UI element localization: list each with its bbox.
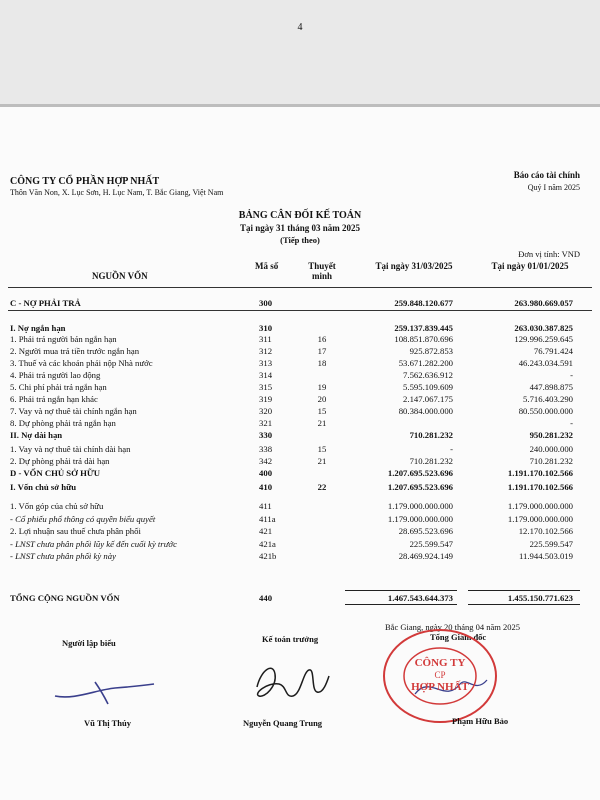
row-value-current: 259.137.839.445 (394, 323, 453, 333)
row-value-current: 7.562.636.912 (403, 370, 453, 380)
row-value-opening: 76.791.424 (533, 346, 573, 356)
row-code: 320 (259, 406, 273, 416)
total-double-rule-v2 (468, 604, 580, 605)
row-code: 315 (259, 382, 273, 392)
row-code: 411a (259, 514, 276, 524)
row-code: 311 (259, 334, 272, 344)
row-value-current: 53.671.282.200 (398, 358, 453, 368)
row-code: 321 (259, 418, 273, 428)
section-rule (8, 310, 592, 311)
row-value-opening: 80.550.000.000 (518, 406, 573, 416)
row-label: 5. Chi phí phải trả ngắn hạn (10, 382, 107, 392)
table-row (0, 405, 600, 417)
row-value-current: 925.872.853 (409, 346, 453, 356)
table-row (0, 393, 600, 405)
row-code: 300 (259, 298, 273, 308)
row-code: 319 (259, 394, 273, 404)
row-code: 440 (259, 593, 273, 603)
row-value-current: 710.281.232 (409, 430, 453, 440)
director-name: Phạm Hữu Bảo (452, 716, 509, 726)
row-code: 314 (259, 370, 273, 380)
row-value-opening: 263.030.387.825 (514, 323, 573, 333)
row-label: 2. Người mua trả tiền trước ngắn hạn (10, 346, 140, 356)
total-rule-v1 (345, 590, 457, 591)
row-code: 400 (259, 468, 273, 478)
header-note: Thuyết minh (308, 261, 336, 281)
table-row (0, 513, 600, 525)
table-row (0, 525, 600, 537)
table-row (0, 481, 600, 493)
row-label: I. Vốn chủ sở hữu (10, 482, 77, 492)
document-top-edge (0, 104, 600, 107)
row-value-opening: - (570, 370, 573, 380)
table-row (0, 417, 600, 429)
row-value-opening: 1.191.170.102.566 (507, 482, 573, 492)
row-value-opening: 5.716.403.290 (523, 394, 573, 404)
row-label: - Cổ phiếu phổ thông có quyền biểu quyết (10, 514, 156, 524)
row-value-opening: 263.980.669.057 (514, 298, 573, 308)
header-date2: Tại ngày 01/01/2025 (491, 261, 569, 271)
row-value-opening: - (570, 418, 573, 428)
unit-label: Đơn vị tính: VND (518, 249, 580, 259)
row-code: 330 (259, 430, 273, 440)
row-code: 410 (259, 482, 273, 492)
table-row (0, 357, 600, 369)
report-period: Quý I năm 2025 (527, 183, 580, 192)
table-row (0, 550, 600, 562)
director-role: Tổng Giám đốc (430, 632, 487, 642)
report-title: Báo cáo tài chính (513, 170, 580, 180)
table-row (0, 333, 600, 345)
row-code: 421b (259, 551, 277, 561)
preparer-role: Người lập biểu (62, 638, 116, 648)
table-row (0, 467, 600, 479)
row-value-current: 259.848.120.677 (394, 298, 453, 308)
row-note: 15 (317, 406, 327, 416)
row-value-current: 1.179.000.000.000 (387, 501, 453, 511)
row-value-opening: 1.179.000.000.000 (507, 501, 573, 511)
row-code: 342 (259, 456, 273, 466)
row-label: 3. Thuế và các khoản phải nộp Nhà nước (10, 358, 153, 368)
document-sheet (0, 104, 600, 800)
row-label: 4. Phải trả người lao động (10, 370, 101, 380)
header-source: NGUỒN VỐN (92, 271, 148, 281)
row-code: 338 (259, 444, 273, 454)
total-double-rule-v1 (345, 604, 457, 605)
row-value-opening: 710.281.232 (529, 456, 573, 466)
row-label: 1. Phải trả người bán ngắn hạn (10, 334, 117, 344)
row-label: I. Nợ ngắn hạn (10, 323, 66, 333)
row-label: 2. Dự phòng phải trả dài hạn (10, 456, 110, 466)
row-note: 21 (317, 456, 327, 466)
row-label: 2. Lợi nhuận sau thuế chưa phân phối (10, 526, 141, 536)
svg-text:CÔNG TY: CÔNG TY (414, 657, 466, 669)
table-row (0, 538, 600, 550)
row-value-current: 225.599.547 (409, 539, 453, 549)
row-value-opening: 1.191.170.102.566 (507, 468, 573, 478)
row-value-current: 1.207.695.523.696 (387, 482, 453, 492)
table-row (0, 500, 600, 512)
total-rule-v2 (468, 590, 580, 591)
row-value-current: 1.467.543.644.373 (387, 593, 453, 603)
row-value-current: 1.207.695.523.696 (387, 468, 453, 478)
row-value-current: 2.147.067.175 (403, 394, 453, 404)
accountant-role: Kế toán trưởng (262, 634, 319, 644)
row-label: 6. Phải trả ngắn hạn khác (10, 394, 98, 404)
row-note: 22 (317, 482, 327, 492)
svg-text:HỢP NHẤT: HỢP NHẤT (411, 681, 469, 693)
table-row (0, 369, 600, 381)
row-code: 313 (259, 358, 273, 368)
row-code: 310 (259, 323, 273, 333)
row-value-current: 28.469.924.149 (398, 551, 453, 561)
document-continued: (Tiếp theo) (280, 235, 320, 245)
table-row (0, 345, 600, 357)
preparer-signature (50, 674, 160, 714)
row-value-current: - (450, 444, 453, 454)
row-value-opening: 240.000.000 (529, 444, 573, 454)
row-note: 17 (317, 346, 327, 356)
row-value-opening: 1.179.000.000.000 (507, 514, 573, 524)
header-code: Mã số (255, 261, 279, 271)
row-note: 15 (317, 444, 327, 454)
row-code: 312 (259, 346, 273, 356)
row-note: 18 (317, 358, 327, 368)
row-code: 411 (259, 501, 272, 511)
company-stamp (380, 626, 500, 726)
row-code: 421a (259, 539, 276, 549)
table-row (0, 429, 600, 441)
place-date: Bắc Giang, ngày 20 tháng 04 năm 2025 (385, 622, 521, 632)
row-value-current: 108.851.870.696 (394, 334, 453, 344)
table-row (0, 592, 600, 604)
header-rule (8, 287, 592, 288)
row-label: - LNST chưa phân phối lũy kế đến cuối kỳ trước (10, 539, 177, 549)
document-date: Tại ngày 31 tháng 03 năm 2025 (239, 223, 361, 233)
row-label: 1. Vay và nợ thuê tài chính dài hạn (10, 444, 131, 454)
row-label: C - NỢ PHẢI TRẢ (10, 298, 81, 308)
row-value-opening: 950.281.232 (529, 430, 573, 440)
row-note: 20 (317, 394, 327, 404)
row-note: 19 (317, 382, 327, 392)
header-date1: Tại ngày 31/03/2025 (375, 261, 453, 271)
row-note: 21 (317, 418, 327, 428)
preparer-name: Vũ Thị Thúy (84, 718, 131, 728)
row-value-opening: 11.944.503.019 (519, 551, 573, 561)
row-code: 421 (259, 526, 273, 536)
row-value-current: 5.595.109.609 (403, 382, 453, 392)
svg-text:CP: CP (434, 670, 446, 680)
row-value-current: 1.179.000.000.000 (387, 514, 453, 524)
table-row (0, 443, 600, 455)
row-label: 1. Vốn góp của chủ sở hữu (10, 501, 104, 511)
document-title: BẢNG CÂN ĐỐI KẾ TOÁN (238, 210, 362, 221)
row-value-opening: 447.898.875 (529, 382, 573, 392)
row-value-opening: 225.599.547 (529, 539, 573, 549)
company-name: CÔNG TY CỔ PHẦN HỢP NHẤT (10, 176, 160, 187)
row-label: - LNST chưa phân phối kỳ này (10, 551, 116, 561)
row-value-current: 80.384.000.000 (398, 406, 453, 416)
table-row (0, 455, 600, 467)
row-note: 16 (317, 334, 327, 344)
row-value-opening: 12.170.102.566 (518, 526, 573, 536)
row-value-current: 28.695.523.696 (398, 526, 453, 536)
company-address: Thôn Văn Non, X. Lục Sơn, H. Lục Nam, T. Bắc Giang, Việt Nam (10, 188, 224, 197)
table-row (0, 297, 600, 309)
row-label: 7. Vay và nợ thuê tài chính ngắn hạn (10, 406, 137, 416)
row-label: 8. Dự phòng phải trả ngắn hạn (10, 418, 116, 428)
row-value-opening: 1.455.150.771.623 (507, 593, 573, 603)
row-value-current: 710.281.232 (409, 456, 453, 466)
row-value-opening: 46.243.034.591 (518, 358, 573, 368)
accountant-signature (245, 652, 335, 712)
page-number: 4 (297, 22, 303, 33)
row-label: TỔNG CỘNG NGUỒN VỐN (10, 593, 120, 603)
row-label: D - VỐN CHỦ SỞ HỮU (10, 468, 101, 478)
row-value-opening: 129.996.259.645 (514, 334, 573, 344)
row-label: II. Nợ dài hạn (10, 430, 63, 440)
accountant-name: Nguyễn Quang Trung (243, 718, 323, 728)
table-row (0, 381, 600, 393)
